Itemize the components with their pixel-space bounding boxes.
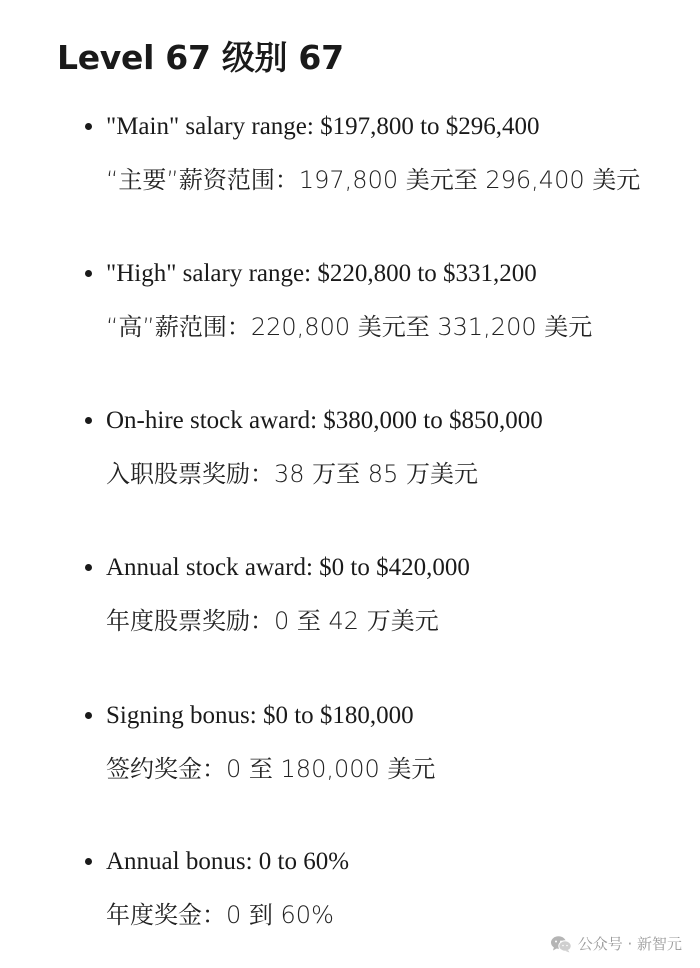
bullet-icon: [85, 858, 92, 865]
bullet-icon: [85, 564, 92, 571]
item-english-text: "Main" salary range: $197,800 to $296,400: [106, 113, 540, 140]
item-chinese-text: “主要”薪资范围：197,800 美元至 296,400 美元: [106, 166, 641, 194]
item-english-text: On-hire stock award: $380,000 to $850,000: [106, 407, 543, 434]
watermark: [550, 933, 682, 954]
item-english-text: Annual stock award: $0 to $420,000: [106, 554, 470, 581]
wechat-icon: [550, 935, 572, 953]
bullet-icon: [85, 270, 92, 277]
item-chinese-text: “高”薪范围：220,800 美元至 331,200 美元: [106, 313, 593, 341]
item-chinese-text: 年度奖金：0 到 60%: [106, 901, 334, 929]
bullet-icon: [85, 712, 92, 719]
item-english-text: Annual bonus: 0 to 60%: [106, 848, 350, 875]
item-chinese-text: 入职股票奖励：38 万至 85 万美元: [106, 460, 478, 488]
page-title: Level 67 级别 67: [57, 38, 344, 77]
bullet-icon: [85, 123, 92, 130]
bullet-icon: [85, 417, 92, 424]
watermark-text: 公众号 · 新智元: [577, 935, 682, 953]
item-chinese-text: 签约奖金：0 至 180,000 美元: [106, 755, 436, 783]
item-chinese-text: 年度股票奖励：0 至 42 万美元: [106, 607, 439, 635]
item-english-text: "High" salary range: $220,800 to $331,200: [106, 260, 537, 287]
item-english-text: Signing bonus: $0 to $180,000: [106, 702, 414, 729]
